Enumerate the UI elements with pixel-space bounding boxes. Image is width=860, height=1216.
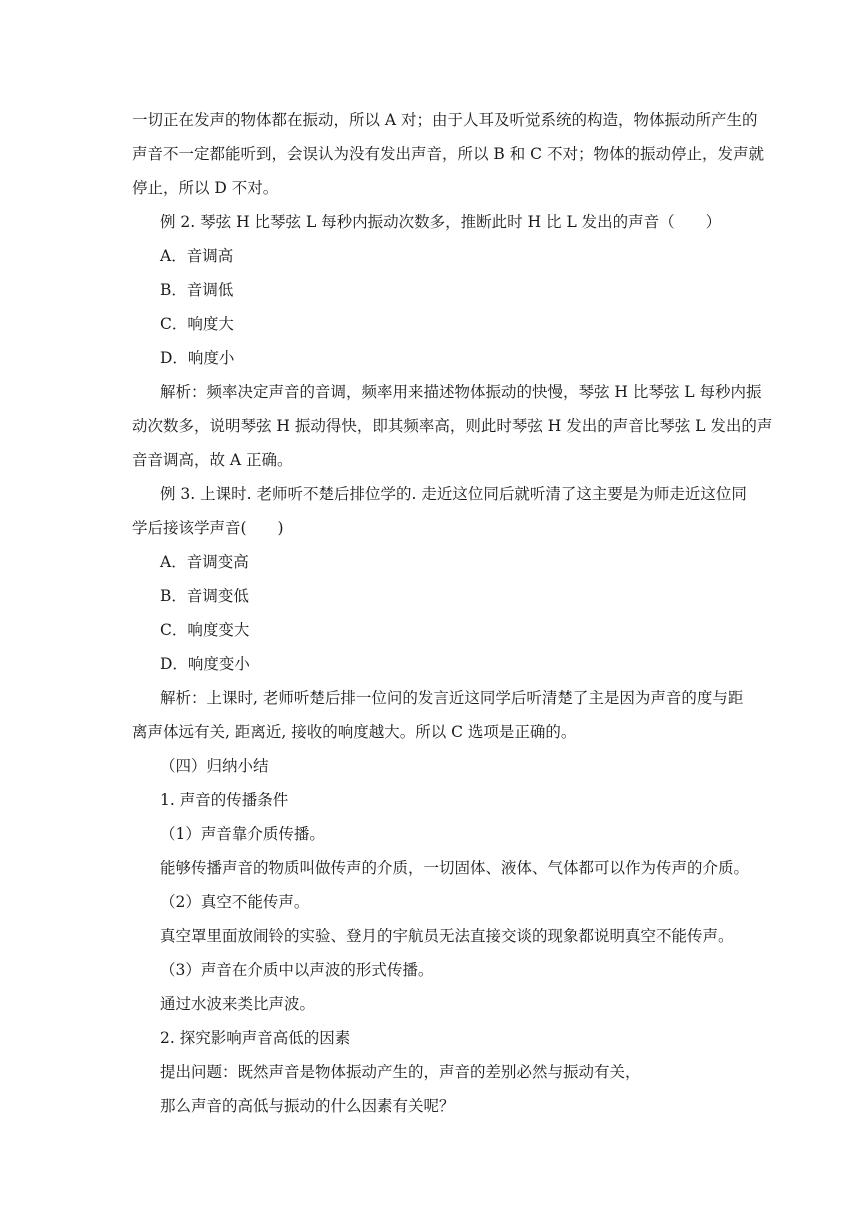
paragraph-line: 能够传播声音的物质叫做传声的介质，一切固体、液体、气体都可以作为传声的介质。 xyxy=(160,859,750,877)
example-3-question: 学后接该学声音( ) xyxy=(132,519,284,537)
paragraph-line: 提出问题：既然声音是物体振动产生的，声音的差别必然与振动有关， xyxy=(160,1063,641,1081)
option-d: D．响度变小 xyxy=(160,655,250,673)
paragraph-line: 停止，所以 D 不对。 xyxy=(132,179,279,197)
option-b: B．音调低 xyxy=(160,281,234,299)
analysis-line: 离声体远有关, 距离近, 接收的响度越大。所以 C 选项是正确的。 xyxy=(132,723,577,741)
point-heading: （1）声音靠介质传播。 xyxy=(160,825,325,843)
paragraph-line: 一切正在发声的物体都在振动，所以 A 对；由于人耳及听觉系统的构造，物体振动所产生的 xyxy=(132,111,758,129)
option-a: A．音调变高 xyxy=(160,553,249,571)
option-b: B．音调变低 xyxy=(160,587,249,605)
section-heading: （四）归纳小结 xyxy=(160,757,269,775)
analysis-line: 解析：上课时, 老师听楚后排一位问的发言近这同学后听清楚了主是因为声音的度与距 xyxy=(160,689,744,707)
paragraph-line: 声音不一定都能听到，会误认为没有发出声音，所以 B 和 C 不对；物体的振动停止，发声就 xyxy=(132,145,764,163)
example-2-question: 例 2. 琴弦 H 比琴弦 L 每秒内振动次数多，推断此时 H 比 L 发出的声音（ ） xyxy=(160,213,722,231)
point-heading: （2）真空不能传声。 xyxy=(160,893,310,911)
paragraph-line: 通过水波来类比声波。 xyxy=(160,995,316,1013)
option-a: A．音调高 xyxy=(160,247,234,265)
example-3-question: 例 3. 上课时. 老师听不楚后排位学的. 走近这位同后就听清了这主要是为师走近这位同 xyxy=(160,485,747,503)
analysis-line: 音音调高，故 A 正确。 xyxy=(132,451,293,469)
point-heading: （3）声音在介质中以声波的形式传播。 xyxy=(160,961,434,979)
option-c: C．响度变大 xyxy=(160,621,250,639)
paragraph-line: 真空罩里面放闹铃的实验、登月的宇航员无法直接交谈的现象都说明真空不能传声。 xyxy=(160,927,734,945)
option-c: C．响度大 xyxy=(160,315,234,333)
option-d: D．响度小 xyxy=(160,349,235,367)
analysis-line: 动次数多，说明琴弦 H 振动得快，即其频率高，则此时琴弦 H 发出的声音比琴弦 L 发出的声 xyxy=(132,417,773,435)
analysis-line: 解析：频率决定声音的音调，频率用来描述物体振动的快慢，琴弦 H 比琴弦 L 每秒内振 xyxy=(160,383,762,401)
paragraph-line: 那么声音的高低与振动的什么因素有关呢？ xyxy=(160,1097,455,1115)
subsection-heading: 2. 探究影响声音高低的因素 xyxy=(160,1029,351,1047)
subsection-heading: 1. 声音的传播条件 xyxy=(160,791,289,809)
